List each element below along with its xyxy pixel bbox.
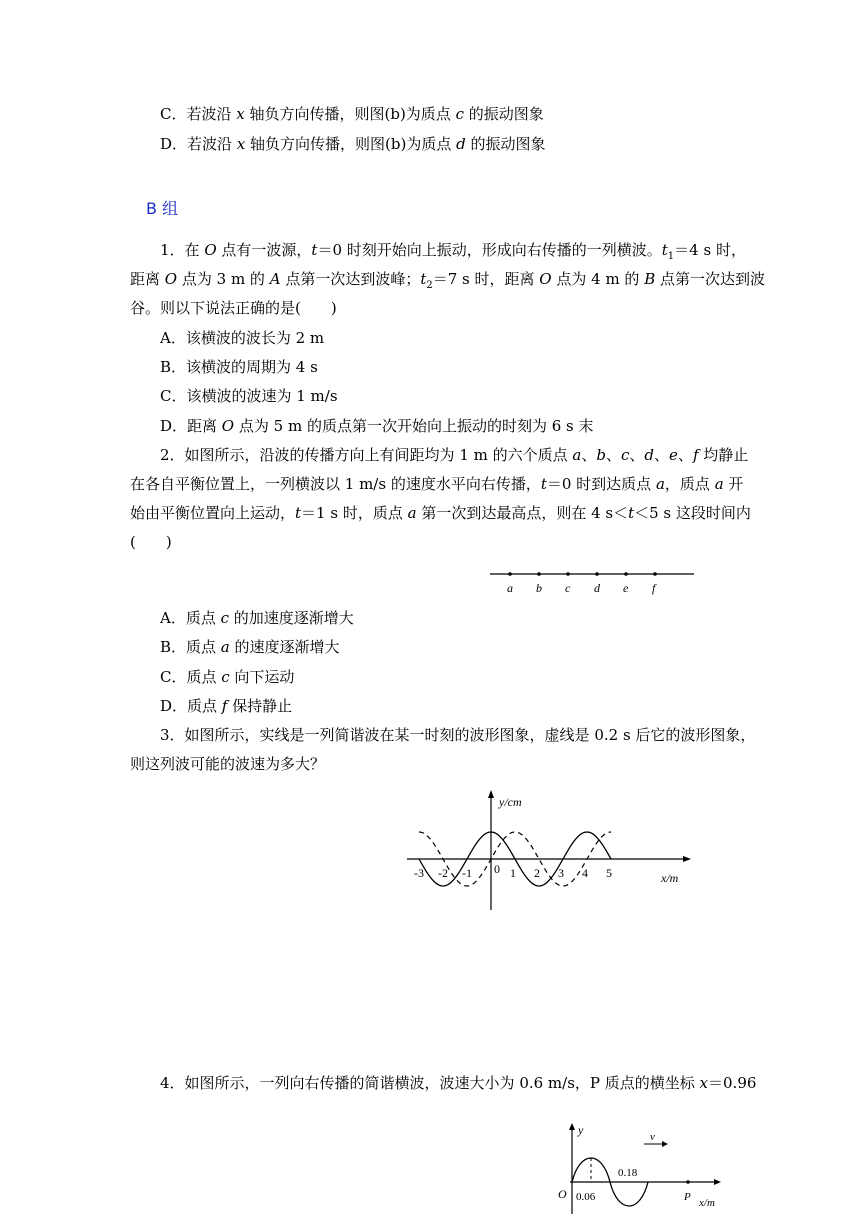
q4-point-p [686, 1180, 690, 1184]
q2-line-3: 始由平衡位置向上运动，t＝1 s 时，质点 a 第一次到达最高点，则在 4 s＜t＜5 s 这段时间内 [130, 504, 751, 522]
q4-mark1: 0.06 [576, 1191, 596, 1203]
q4-figure [558, 1120, 728, 1216]
q4-y-arrow [569, 1123, 575, 1130]
q1-line-1: 1．在 O 点有一波源，t＝0 时刻开始向上振动，形成向右传播的一列横波。$t_1=4$ s 时， [160, 241, 746, 262]
q2-line-1: 2．如图所示，沿波的传播方向上有间距均为 1 m 的六个质点 a、b、c、d、e、f 均静止 [160, 446, 749, 464]
q1-line-2: 距离 O 点为 3 m 的 A 点第一次达到波峰；$t_2=7$ s 时，距离 O 点为 4 m 的 B 点第一次达到波 [130, 270, 766, 291]
q3-x-arrow [683, 856, 691, 862]
q1-option-d: D．距离 O 点为 5 m 的质点第一次开始向上振动的时刻为 6 s 末 [160, 417, 594, 435]
q4-x-label: x/m [699, 1197, 715, 1209]
q3-tick-label: 3 [558, 866, 564, 880]
q1-option-c: C．该横波的波速为 1 m/s [160, 387, 338, 405]
q3-tick-label: -3 [414, 866, 424, 880]
q3-tick-label: 2 [534, 866, 540, 880]
prev-option-c: C．若波沿 x 轴负方向传播，则图(b)为质点 c 的振动图象 [160, 105, 544, 123]
q2-option-b: B．质点 a 的速度逐渐增大 [160, 638, 340, 656]
q1-option-a: A．该横波的波长为 2 m [160, 329, 325, 347]
q2-particle-d [595, 572, 599, 576]
q2-particle-f [653, 572, 657, 576]
q3-y-arrow [488, 790, 494, 798]
q4-mark2: 0.18 [618, 1167, 638, 1179]
q2-particle-label-f: f [652, 581, 656, 595]
q3-tick-label: -2 [438, 866, 448, 880]
q3-figure [395, 786, 695, 914]
q3-tick-label: 4 [582, 866, 588, 880]
q3-tick-label: 0 [494, 862, 500, 876]
q1-option-b: B．该横波的周期为 4 s [160, 358, 318, 376]
q2-option-a: A．质点 c 的加速度逐渐增大 [160, 609, 354, 627]
q4-origin-label: O [558, 1187, 567, 1201]
q2-particle-e [624, 572, 628, 576]
q2-particle-b [537, 572, 541, 576]
q2-particle-label-b: b [536, 581, 542, 595]
q3-x-label: x/m [661, 871, 679, 885]
q2-line-2: 在各自平衡位置上，一列横波以 1 m/s 的速度水平向右传播，t＝0 时到达质点 a，质点 a 开 [130, 475, 744, 493]
q4-point-label: P [684, 1191, 691, 1203]
q3-tick-label: 5 [606, 866, 612, 880]
q4-v-arrow-head [662, 1141, 668, 1147]
q3-y-label: y/cm [499, 795, 522, 809]
q2-figure [488, 566, 696, 596]
q2-option-d: D．质点 f 保持静止 [160, 697, 293, 715]
q4-v-label: v [650, 1131, 655, 1143]
q4-y-label: y [578, 1123, 584, 1137]
prev-option-d: D．若波沿 x 轴负方向传播，则图(b)为质点 d 的振动图象 [160, 135, 546, 153]
q2-option-c: C．质点 c 向下运动 [160, 668, 295, 686]
q2-particle-a [508, 572, 512, 576]
q3-tick-label: 1 [510, 866, 516, 880]
q2-particle-label-a: a [507, 581, 513, 595]
q1-line-3: 谷。则以下说法正确的是( ) [130, 299, 337, 317]
q2-particle-label-e: e [623, 581, 629, 595]
q3-line-2: 则这列波可能的波速为多大？ [130, 755, 326, 773]
q2-particle-c [566, 572, 570, 576]
q2-line-4: ( ) [130, 533, 172, 551]
q4-x-arrow [714, 1179, 721, 1185]
q3-line-1: 3．如图所示，实线是一列简谐波在某一时刻的波形图象，虚线是 0.2 s 后它的波形图象， [160, 726, 756, 744]
q2-particle-label-c: c [565, 581, 571, 595]
group-title: B 组 [146, 199, 179, 218]
q3-tick-label: -1 [462, 866, 472, 880]
q4-line-1: 4．如图所示，一列向右传播的简谐横波，波速大小为 0.6 m/s，P 质点的横坐标 x＝0.96 [160, 1074, 757, 1092]
q2-particle-label-d: d [594, 581, 600, 595]
